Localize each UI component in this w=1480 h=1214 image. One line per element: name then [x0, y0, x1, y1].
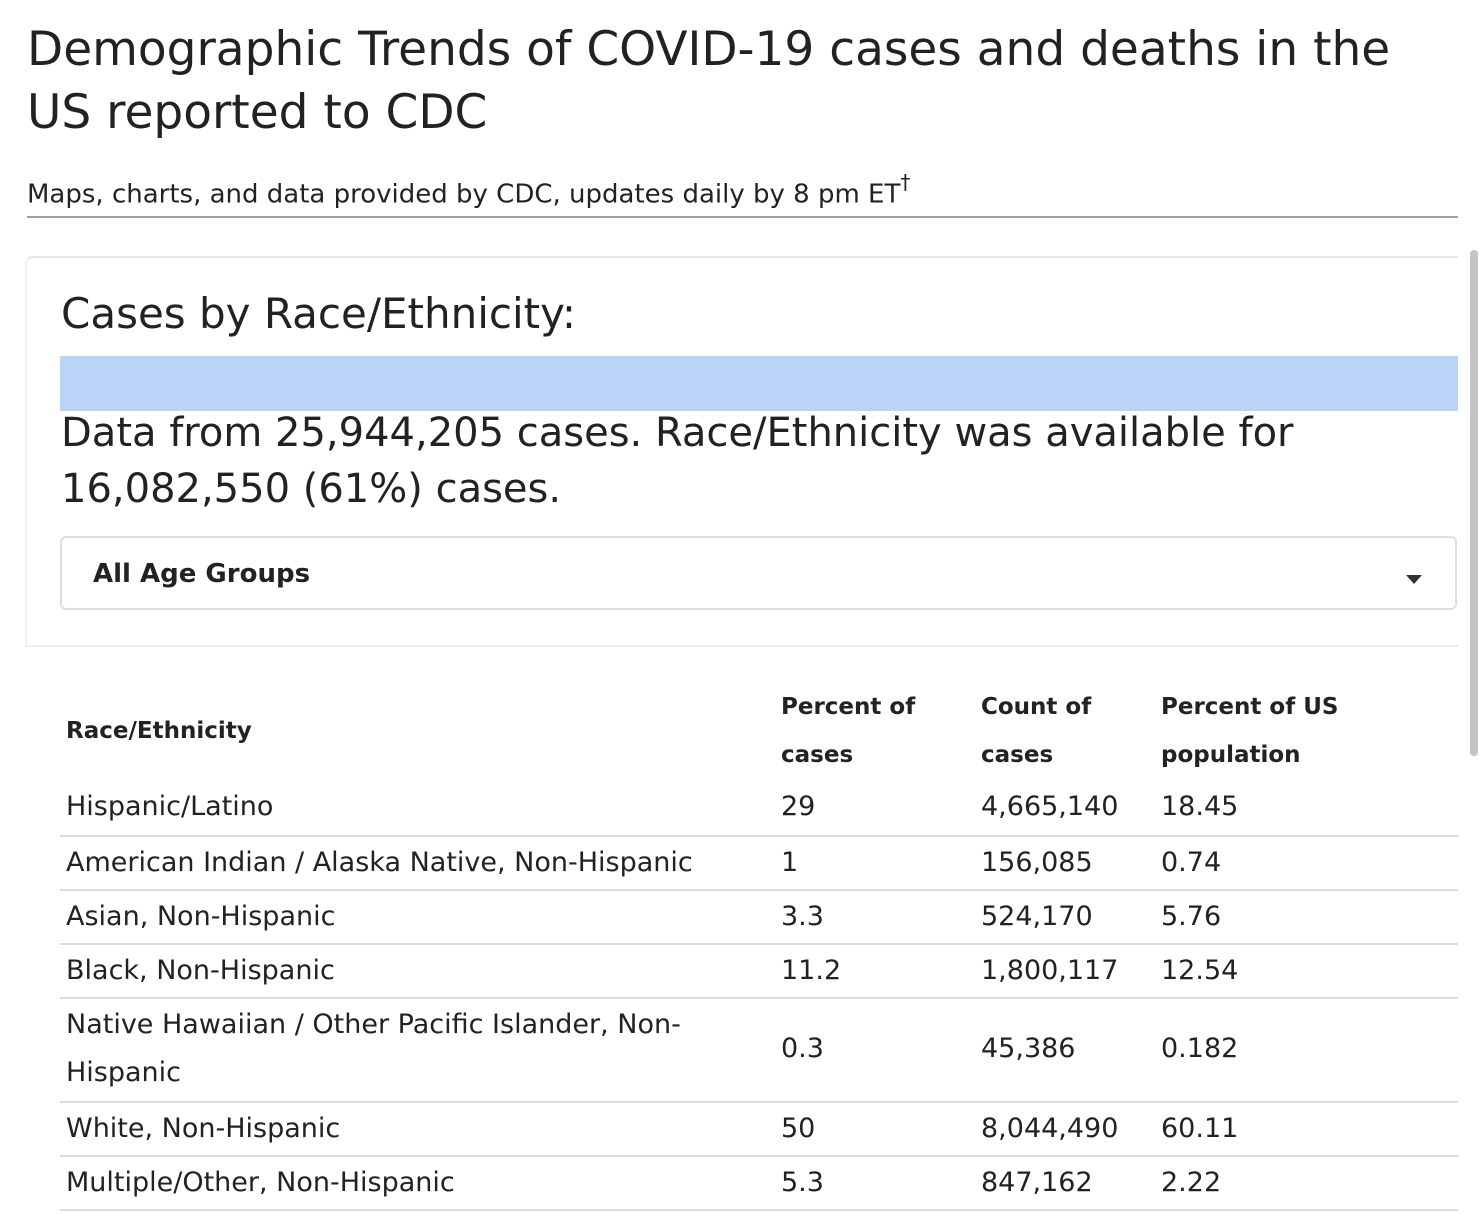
page-subtitle: [27, 162, 910, 219]
header-percent-of-us-population-line1: Percent of US: [1161, 694, 1339, 720]
cell-percent-of-population: 18.45: [1161, 791, 1239, 822]
table-row: [60, 999, 1458, 1103]
age-group-select[interactable]: [60, 536, 1457, 610]
table-row: [60, 1157, 1458, 1211]
cell-race: Native Hawaiian / Other Pacific Islander, Non-Hispanic: [66, 1009, 681, 1088]
cell-race: Hispanic/Latino: [66, 791, 274, 822]
title-divider: [27, 216, 1458, 218]
header-percent-of-us-population: [1161, 683, 1361, 779]
cell-percent-of-population: 12.54: [1161, 955, 1239, 986]
cell-percent-of-cases: 3.3: [781, 901, 824, 932]
header-count-of-cases-line1: Count of: [981, 694, 1092, 720]
header-percent-of-cases: [781, 683, 951, 779]
cell-count-of-cases: 4,665,140: [981, 791, 1119, 822]
cell-count-of-cases: 45,386: [981, 1033, 1076, 1064]
header-race-ethnicity: Race/Ethnicity: [66, 718, 252, 744]
cell-percent-of-cases: 1: [781, 847, 799, 878]
highlight-bar: [60, 356, 1458, 411]
cell-percent-of-cases: 29: [781, 791, 816, 822]
cell-percent-of-population: 60.11: [1161, 1113, 1239, 1144]
cell-count-of-cases: 1,800,117: [981, 955, 1119, 986]
cell-race: Multiple/Other, Non-Hispanic: [66, 1167, 455, 1198]
cell-percent-of-population: 2.22: [1161, 1167, 1222, 1198]
header-percent-of-cases-line1: Percent of: [781, 694, 916, 720]
section-title: Cases by Race/Ethnicity:: [61, 289, 577, 338]
cell-race: White, Non-Hispanic: [66, 1113, 341, 1144]
age-group-selected-value: All Age Groups: [93, 559, 311, 589]
cell-percent-of-population: 0.74: [1161, 847, 1222, 878]
cell-count-of-cases: 8,044,490: [981, 1113, 1119, 1144]
cell-percent-of-cases: 50: [781, 1113, 816, 1144]
cell-race: Asian, Non-Hispanic: [66, 901, 336, 932]
cell-race: Black, Non-Hispanic: [66, 955, 335, 986]
header-percent-of-us-population-line2: population: [1161, 742, 1301, 768]
table-body: [60, 783, 1458, 1211]
cell-percent-of-population: 0.182: [1161, 1033, 1239, 1064]
table-row: [60, 891, 1458, 945]
table-row: [60, 837, 1458, 891]
cell-count-of-cases: 524,170: [981, 901, 1093, 932]
cell-percent-of-cases: 11.2: [781, 955, 842, 986]
table-row: [60, 1103, 1458, 1157]
subtitle-text: Maps, charts, and data provided by CDC, updates daily by 8 pm ET: [27, 179, 901, 210]
header-count-of-cases-line2: cases: [981, 742, 1054, 768]
cell-count-of-cases: 156,085: [981, 847, 1093, 878]
page-title: Demographic Trends of COVID-19 cases and deaths in the US reported to CDC: [27, 22, 1391, 140]
cell-count-of-cases: 847,162: [981, 1167, 1093, 1198]
cases-summary: Data from 25,944,205 cases. Race/Ethnicity was available for 16,082,550 (61%) cases.: [61, 410, 1294, 512]
cell-percent-of-population: 5.76: [1161, 901, 1222, 932]
header-percent-of-cases-line2: cases: [781, 742, 854, 768]
section-divider: [25, 645, 1458, 647]
header-count-of-cases: [981, 683, 1131, 779]
caret-down-icon: [1406, 575, 1422, 584]
cell-race: American Indian / Alaska Native, Non-Hispanic: [66, 847, 693, 878]
dagger-footnote-mark[interactable]: †: [900, 170, 911, 194]
vertical-scrollbar[interactable]: [1470, 250, 1478, 756]
table-row: [60, 945, 1458, 999]
table-header: [60, 683, 1458, 783]
cell-percent-of-cases: 5.3: [781, 1167, 824, 1198]
cell-percent-of-cases: 0.3: [781, 1033, 824, 1064]
table-row: [60, 783, 1458, 837]
